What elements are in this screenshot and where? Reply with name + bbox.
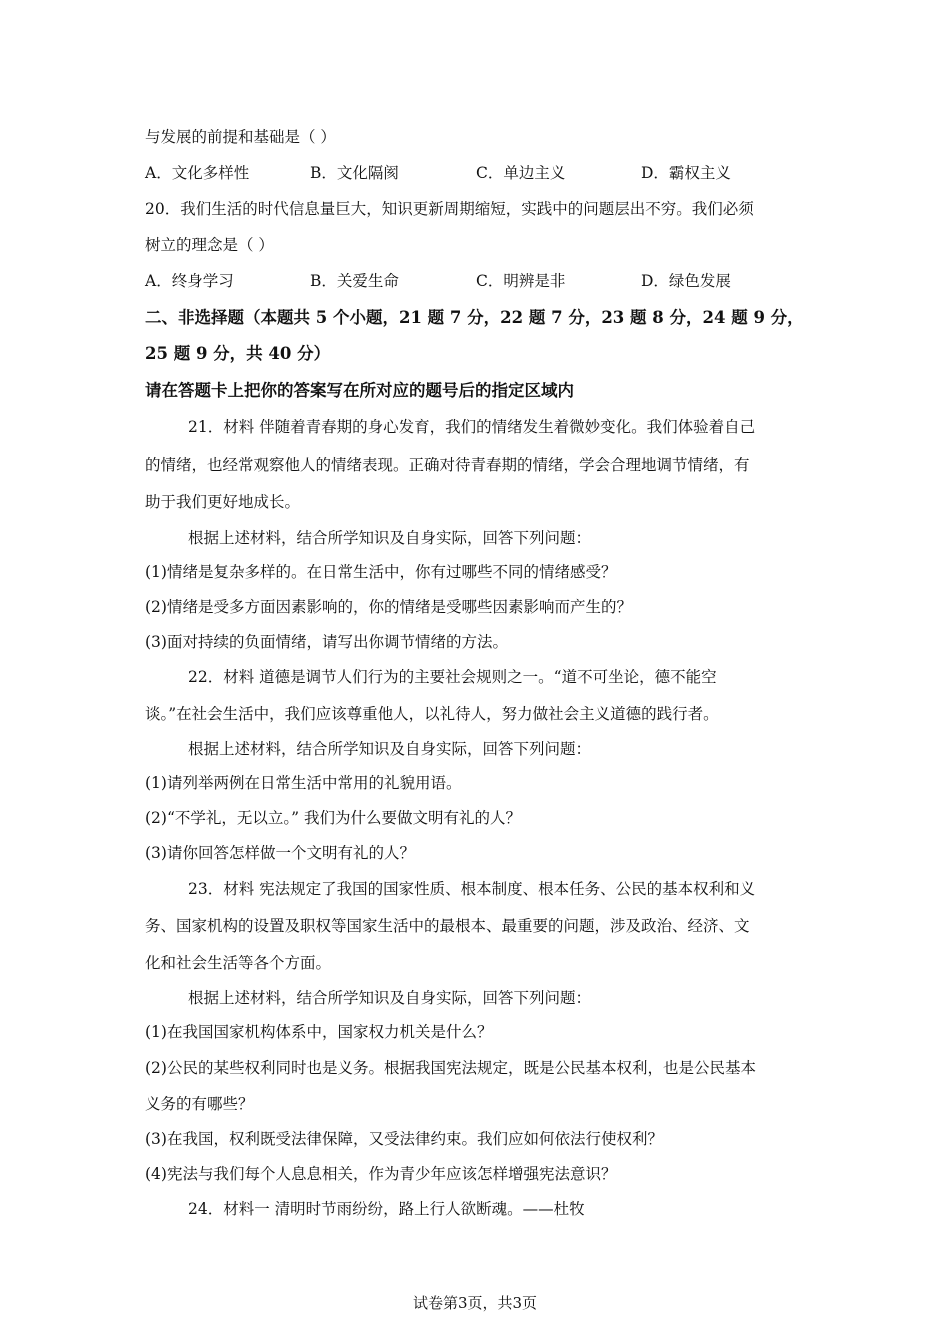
q22-question-1: (1)请列举两例在日常生活中常用的礼貌用语。: [145, 774, 462, 792]
q21-material-line1: 21．材料 伴随着青春期的身心发育，我们的情绪发生着微妙变化。我们体验着自己: [188, 418, 756, 436]
q22-question-3: (3)请你回答怎样做一个文明有礼的人？: [145, 844, 415, 862]
section2-heading-line1: 二、非选择题（本题共 5 个小题，21 题 7 分，22 题 7 分，23 题 8 分，24 题 9 分，: [145, 308, 804, 327]
q23-question-4: (4)宪法与我们每个人息息相关，作为青少年应该怎样增强宪法意识？: [145, 1165, 617, 1183]
q22-material-line2: 谈。”在社会生活中，我们应该尊重他人，以礼待人，努力做社会主义道德的践行者。: [145, 705, 719, 723]
q20-option-d: D．绿色发展: [641, 272, 731, 290]
section2-heading-line2: 25 题 9 分，共 40 分）: [145, 344, 331, 363]
q19-option-d: D．霸权主义: [641, 164, 731, 182]
q19-stem-tail: 与发展的前提和基础是（ ）: [145, 128, 336, 146]
q23-question-2-line1: (2)公民的某些权利同时也是义务。根据我国宪法规定，既是公民基本权利，也是公民基本: [145, 1059, 756, 1077]
section2-instruction: 请在答题卡上把你的答案写在所对应的题号后的指定区域内: [145, 381, 574, 400]
q23-prompt: 根据上述材料，结合所学知识及自身实际，回答下列问题：: [188, 989, 592, 1007]
q23-material-line3: 化和社会生活等各个方面。: [145, 954, 332, 972]
q23-question-3: (3)在我国，权利既受法律保障，又受法律约束。我们应如何依法行使权利？: [145, 1130, 663, 1148]
q22-material-line1: 22．材料 道德是调节人们行为的主要社会规则之一。“道不可坐论，德不能空: [188, 668, 717, 686]
q21-prompt: 根据上述材料，结合所学知识及自身实际，回答下列问题：: [188, 529, 592, 547]
q20-option-c: C．明辨是非: [476, 272, 566, 290]
q23-question-1: (1)在我国国家机构体系中，国家权力机关是什么？: [145, 1023, 493, 1041]
q19-option-a: A．文化多样性: [145, 164, 250, 182]
q20-option-b: B．关爱生命: [310, 272, 399, 290]
q22-question-2: (2)“不学礼，无以立。” 我们为什么要做文明有礼的人？: [145, 809, 521, 827]
q21-question-2: (2)情绪是受多方面因素影响的，你的情绪是受哪些因素影响而产生的？: [145, 598, 632, 616]
q23-material-line2: 务、国家机构的设置及职权等国家生活中的最根本、最重要的问题，涉及政治、经济、文: [145, 917, 750, 935]
q19-option-b: B．文化隔阂: [310, 164, 399, 182]
q22-prompt: 根据上述材料，结合所学知识及自身实际，回答下列问题：: [188, 740, 592, 758]
q21-material-line3: 助于我们更好地成长。: [145, 493, 301, 511]
q21-material-line2: 的情绪，也经常观察他人的情绪表现。正确对待青春期的情绪，学会合理地调节情绪，有: [145, 456, 750, 474]
q20-stem-line2: 树立的理念是（ ）: [145, 236, 274, 254]
q20-options: [145, 271, 845, 291]
q23-question-2-line2: 义务的有哪些？: [145, 1095, 254, 1113]
q24-material-line1: 24．材料一 清明时节雨纷纷，路上行人欲断魂。——杜牧: [188, 1200, 585, 1218]
q23-material-line1: 23．材料 宪法规定了我国的国家性质、根本制度、根本任务、公民的基本权利和义: [188, 880, 756, 898]
page-footer: 试卷第3页，共3页: [412, 1294, 538, 1312]
q20-option-a: A．终身学习: [145, 272, 234, 290]
q21-question-1: (1)情绪是复杂多样的。在日常生活中，你有过哪些不同的情绪感受？: [145, 563, 617, 581]
q19-option-c: C．单边主义: [476, 164, 566, 182]
q19-options: [145, 163, 845, 183]
q21-question-3: (3)面对持续的负面情绪，请写出你调节情绪的方法。: [145, 633, 508, 651]
q20-stem-line1: 20．我们生活的时代信息量巨大，知识更新周期缩短，实践中的问题层出不穷。我们必须: [145, 200, 754, 218]
